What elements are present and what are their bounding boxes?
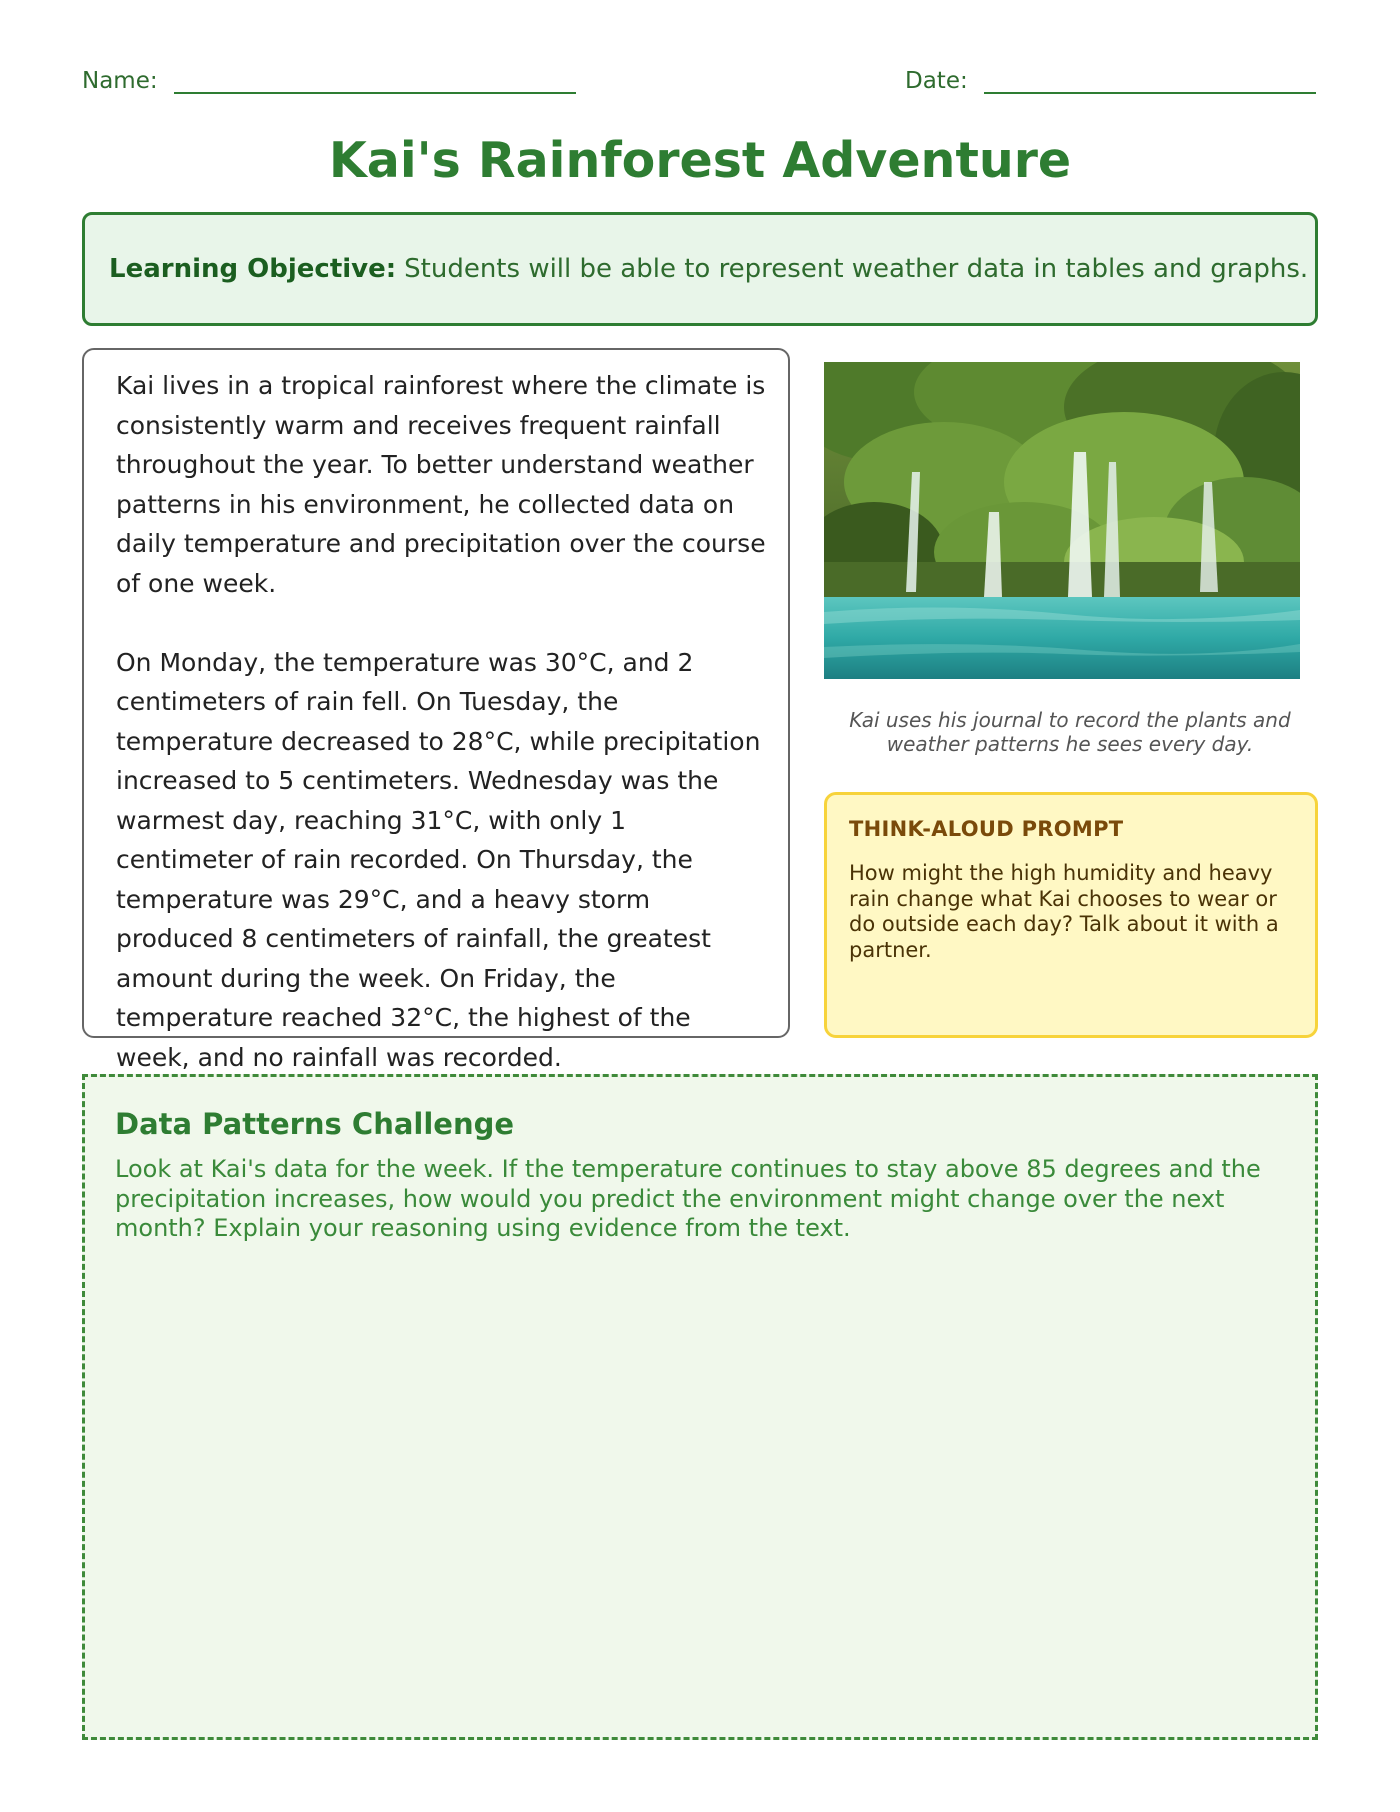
objective-label: Learning Objective:: [109, 254, 397, 284]
name-blank-line[interactable]: [174, 64, 576, 94]
story-text-box: [82, 348, 790, 1072]
learning-objective-box: [82, 212, 1318, 326]
story-paragraph: Kai lives in a tropical rainforest where the climate is consistently warm and receives frequent rainfall throughout the year. To better understand weather patterns in his environment, he collected data on daily temperature and precipitation over the course of one week.: [116, 371, 766, 598]
name-field: [82, 64, 576, 94]
date-field: [905, 64, 1316, 94]
challenge-question: Look at Kai's data for the week. If the temperature continues to stay above 85 degrees and the precipitation increases, how would you predict the environment might change over the next month? Explain your reasoning using evidence from the text.: [115, 1155, 1261, 1242]
date-label: Date:: [905, 68, 968, 94]
story-paragraph: On Monday, the temperature was 30°C, and 2 centimeters of rain fell. On Tuesday, the temperature decreased to 28°C, while precipitation increased to 5 centimeters. Wednesday was the warmest day, reaching 31°C, with only 1 centimeter of rain recorded. On Thursday, the temperature was 29°C, and a heavy storm produced 8 centimeters of rainfall, the greatest amount during the week. On Friday, the temperature reached 32°C, the highest of the week, and no rainfall was recorded.: [116, 647, 761, 1072]
page-title: Kai's Rainforest Adventure: [328, 132, 1072, 189]
date-blank-line[interactable]: [984, 64, 1316, 94]
image-caption: Kai uses his journal to record the plants and weather patterns he sees every day.: [849, 708, 1291, 756]
challenge-title: Data Patterns Challenge: [115, 1107, 515, 1141]
prompt-heading: THINK-ALOUD PROMPT: [849, 817, 1124, 841]
rainforest-waterfall-image: [824, 362, 1300, 679]
think-aloud-prompt-box: [824, 792, 1318, 1038]
name-label: Name:: [82, 68, 158, 94]
objective-text: Students will be able to represent weather data in tables and graphs.: [404, 254, 1309, 284]
data-patterns-challenge-box[interactable]: [82, 1074, 1318, 1740]
prompt-body: How might the high humidity and heavy rain change what Kai chooses to wear or do outside each day? Talk about it with a partner.: [849, 861, 1279, 962]
